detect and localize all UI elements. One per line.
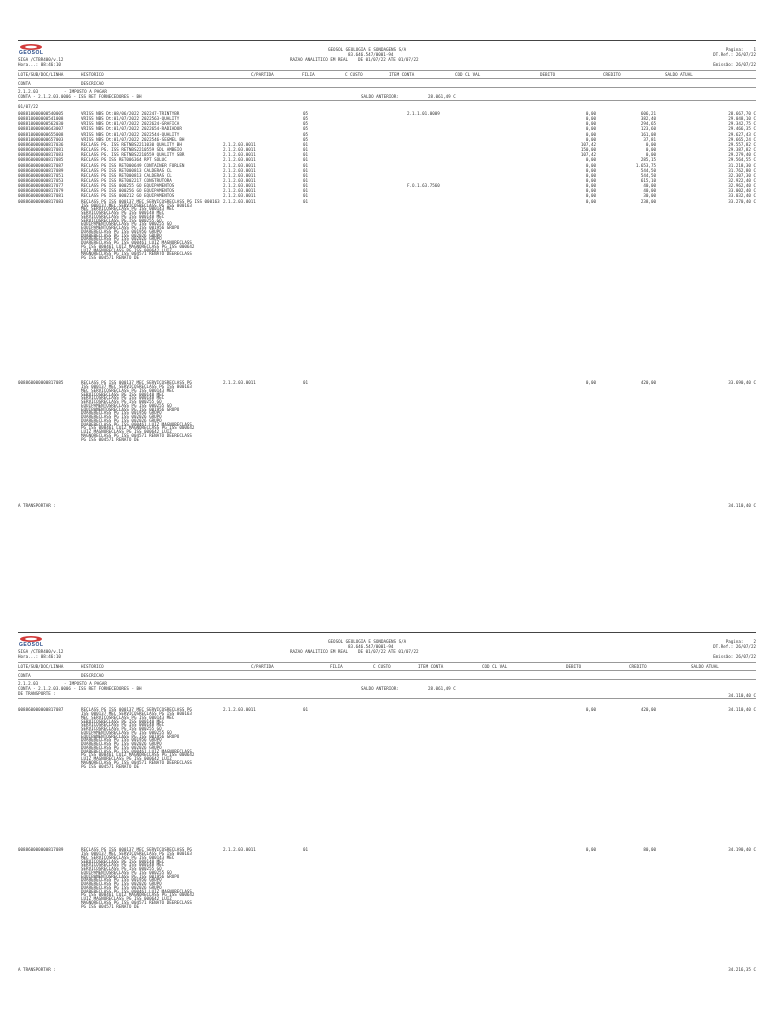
col-lote: LOTE/SUB/DOC/LINHA	[18, 72, 64, 77]
entry-debito: 0,00	[585, 847, 596, 852]
col-historico: HISTORICO	[81, 664, 104, 669]
history-line: EQUIPAMENTOSRECLASS PG ISS 001956 GRUPO	[81, 873, 180, 879]
cell-deb: 0,00	[585, 116, 596, 122]
history-line: LUIZ MAGNORECLASS PG ISS 000642 LUIZ	[81, 429, 172, 434]
cell-deb: 0,00	[585, 126, 596, 132]
cell-lote: 008860000000817077	[18, 183, 64, 189]
cell-hist: RECLASS PG ISS RET002217 CONSTRUTORA	[81, 177, 172, 183]
cell-cred: 40,00	[643, 183, 656, 189]
cell-lote: 008860000000817083	[18, 198, 64, 204]
cell-deb: 107,42	[580, 141, 596, 147]
cell-cp: 2.1.2.03.0011	[223, 147, 256, 153]
cell-deb: 0,00	[585, 177, 596, 183]
history-line: EQUIPAMENTOSRECLASS PG ISS 001956 GRUPO	[81, 406, 180, 412]
col-saldo: SALDO ATUAL	[665, 72, 693, 77]
history-line: SERVICOSRECLASS PG ISS 000255 GO	[81, 726, 162, 731]
history-line: PG ISS 004571 RENATO DE	[81, 255, 139, 261]
entry-saldo: 34.110,40 C	[728, 707, 756, 712]
cell-fil: 05	[303, 111, 309, 116]
history-line: LUIZ MAGNORECLASS PG ISS 000642 LUIZ	[81, 247, 172, 253]
cell-cp: 2.1.2.03.0011	[223, 157, 256, 163]
report-title: RAZAO ANALITICO EM REAL	[290, 57, 348, 62]
cell-fil: 01	[303, 147, 309, 153]
conta-label: CONTA	[18, 81, 31, 86]
cell-lote: 008810000000562030	[18, 121, 64, 127]
cell-cred: 0,00	[645, 147, 656, 153]
saldo-anterior-value: 28.061,49 C	[428, 94, 456, 99]
cell-lote: 008860000000817036	[18, 141, 64, 147]
cell-hist: RECLASS PG ISS 000256 GO EQUIPAMENTOS	[81, 188, 175, 194]
cell-fil: 01	[303, 193, 309, 199]
col-debito: DEBITO	[540, 72, 556, 77]
cell-saldo: 31.762,80 C	[728, 167, 756, 173]
saldo-anterior-label: SALDO ANTERIOR:	[361, 686, 399, 691]
cell-hist: RECLASS PG ISS RET000813 CALDERAS CL	[81, 167, 172, 173]
transport-value: 34.110,40 C	[728, 503, 756, 508]
entry-cpartida: 2.1.2.03.0011	[223, 707, 256, 712]
cell-saldo: 29.387,82 C	[728, 147, 756, 153]
cell-cp: 2.1.2.03.0011	[223, 183, 256, 189]
geosol-logo	[18, 43, 44, 55]
cell-lote: 008860000000817089	[18, 167, 64, 173]
cell-lote: 008860000000817081	[18, 147, 64, 153]
history-line: EQUIPAMENTOSRECLASS PG ISS 000255 GO	[81, 221, 172, 227]
cell-deb: 107,42	[580, 152, 596, 158]
company-cnpj: 83.646.547/0001-94	[348, 52, 394, 57]
cell-deb: 0,00	[585, 198, 596, 204]
history-line: SERVICOSRECLASS PG ISS 000148 MEC	[81, 858, 165, 864]
cell-cred: 0,00	[645, 141, 656, 147]
col-cpartida: C/PARTIDA	[251, 664, 274, 669]
cell-cred: 161,08	[640, 131, 656, 137]
history-line: MAGNORECLASS PG ISS 004571 RENATO DEERECLASS	[81, 432, 192, 438]
account-line: CONTA - 2.1.2.03.0006 - ISS RET FORNECEDORES - BH	[18, 94, 142, 99]
report-title: RAZAO ANALITICO EM REAL	[290, 649, 348, 654]
cell-deb: 0,00	[585, 121, 596, 127]
company-name: GEOSOL GEOLOGIA E SONDAGENS S/A	[328, 47, 407, 52]
history-line: ISS 000137 MEC SERVICOSRECLASS PG ISS 000163	[81, 202, 192, 208]
cell-hist: VRISS NBS Dt:01/07/2022 2022624-GRAFICA	[81, 121, 180, 127]
cell-saldo: 31.218,30 C	[728, 162, 756, 168]
cell-lote: 008860000000817081	[18, 193, 64, 199]
cell-lote: 008810000000540005	[18, 111, 64, 116]
cell-lote: 008860000000817087	[18, 162, 64, 168]
cell-saldo: 32.922,40 C	[728, 177, 756, 183]
entry-cpartida: 2.1.2.03.0011	[223, 847, 256, 852]
report-page-2	[18, 632, 756, 992]
dt-ref: DT.Ref.: 26/07/22	[713, 52, 756, 57]
cell-fil: 05	[303, 121, 309, 127]
cell-cp: 2.1.2.03.0011	[223, 193, 256, 199]
conta-rule	[18, 87, 756, 88]
cell-fil: 01	[303, 167, 309, 173]
cell-saldo: 29.665,24 C	[728, 136, 756, 142]
history-line: DUARERECLASS PG ISS 002026 GRUPO	[81, 232, 162, 238]
cell-saldo: 29.627,43 C	[728, 131, 756, 137]
cell-hist: RECLASS PG ISS 000137 MEC SERVICOSRECLASS PG ISS 000163	[81, 198, 220, 204]
header-rule	[18, 70, 756, 71]
col-saldo: SALDO ATUAL	[691, 664, 719, 669]
cell-cred: 1.653,75	[635, 162, 656, 168]
cell-cp: 2.1.2.03.0011	[223, 188, 256, 194]
cell-saldo: 29.466,35 C	[728, 126, 756, 132]
cell-lote: 008810000000541008	[18, 116, 64, 122]
de-transporte-value: 34.110,40 C	[728, 693, 756, 698]
history-line: DUARERECLASS PG ISS 000461 LUIZ MAGNORECLASS	[81, 421, 192, 427]
company-cnpj: 83.646.547/0001-94	[348, 644, 394, 649]
history-line: EQUIPAMENTOSRECLASS PG ISS 000255 GO	[81, 869, 172, 875]
history-line: SERVICOSRECLASS PG ISS 000255 GO	[81, 866, 162, 871]
history-line: SERVICOSRECLASS PG ISS 000148 MEC	[81, 722, 165, 728]
cell-fil: 01	[303, 172, 309, 178]
report-page-1	[18, 40, 756, 520]
cell-cred: 40,00	[643, 188, 656, 194]
history-line: DUARERECLASS PG ISS 002026 GRUPO	[81, 884, 162, 890]
logo-text: GEOSOL	[19, 50, 44, 56]
entry-filial: 01	[303, 707, 309, 712]
history-block	[81, 712, 194, 768]
history-block	[81, 385, 194, 441]
cell-fil: 01	[303, 188, 309, 194]
cell-deb: 0,00	[585, 111, 596, 116]
cell-cred: 615,10	[640, 177, 656, 183]
cell-cred: 606,21	[640, 111, 656, 116]
history-line: DUARERECLASS PG ISS 000461 LUIZ MAGNORECLASS	[81, 240, 192, 246]
history-block	[81, 852, 194, 908]
cell-cp: 2.1.2.03.0011	[223, 172, 256, 178]
history-line: MEC SERVICOSRECLASS PG ISS 000143 MEC	[81, 714, 175, 720]
report-period: DE 01/07/22 ATE 01/07/22	[358, 649, 419, 654]
history-line: SERVICOSRECLASS PG ISS 000255 GO	[81, 217, 162, 223]
cell-lote: 008810000000657003	[18, 136, 64, 142]
cell-cp: 2.1.2.03.0011	[223, 162, 256, 168]
cell-lote: 008860000000817053	[18, 177, 64, 183]
cell-saldo: 33.032,40 C	[728, 193, 756, 199]
transport-label: A TRANSPORTAR :	[18, 967, 56, 972]
company-name: GEOSOL GEOLOGIA E SONDAGENS S/A	[328, 639, 407, 644]
cell-deb: 0,00	[585, 157, 596, 163]
print-time: Hora...: 08:46:10	[18, 654, 61, 659]
report-period: DE 01/07/22 ATE 01/07/22	[358, 57, 419, 62]
cell-lote: 008860000000817051	[18, 172, 64, 178]
history-line: MEC SERVICOSRECLASS PG ISS 000143 MEC	[81, 206, 175, 212]
col-debito: DEBITO	[566, 664, 582, 669]
page-number: Pagina: 1	[725, 47, 756, 52]
history-line: EQUIPAMENTOSRECLASS PG ISS 000255 GO	[81, 402, 172, 408]
history-line: MAGNORECLASS PG ISS 004571 RENATO DEERECLASS	[81, 251, 192, 257]
cell-saldo: 33.270,40 C	[728, 198, 756, 204]
col-codcl: COD CL VAL	[455, 72, 481, 77]
dt-ref: DT.Ref.: 26/07/22	[713, 644, 756, 649]
cell-fil: 01	[303, 152, 309, 158]
history-line: LUIZ MAGNORECLASS PG ISS 000642 LUIZ	[81, 896, 172, 901]
history-line: SERVICOSRECLASS PG ISS 000148 MEC	[81, 391, 165, 397]
col-filial: FILIA	[330, 664, 343, 669]
history-line: DUARERECLASS PG ISS 000461 LUIZ MAGNORECLASS	[81, 748, 192, 754]
history-line: PG ISS 000461 LUIZ MAGNORECLASS PG ISS 000642	[81, 752, 195, 758]
history-line: DUARERECLASS PG ISS 000461 LUIZ MAGNORECLASS	[81, 888, 192, 894]
col-item: ITEM CONTA	[389, 72, 415, 77]
history-line: PG ISS 004571 RENATO DE	[81, 903, 139, 909]
cell-deb: 0,00	[585, 188, 596, 194]
history-line: MAGNORECLASS PG ISS 004571 RENATO DEERECLASS	[81, 759, 192, 765]
cell-hist: VRISS NBS Dt:01/07/2022 2022544-QUALITY	[81, 131, 180, 137]
col-credito: CREDITO	[603, 72, 621, 77]
history-line: DUARERECLASS PG ISS 002026 GRUPO	[81, 417, 162, 423]
top-rule	[18, 40, 756, 41]
cell-hist: RECLASS PG. ISS RETNBS2210559 SDL AMBEIO	[81, 147, 182, 153]
col-cpartida: C/PARTIDA	[251, 72, 274, 77]
cell-fil: 01	[303, 198, 309, 204]
cell-saldo: 32.307,30 C	[728, 172, 756, 178]
conta-rule	[18, 679, 756, 680]
col-historico: HISTORICO	[81, 72, 104, 77]
cell-deb: 0,00	[585, 193, 596, 199]
entry-credito: 420,00	[640, 380, 656, 385]
top-rule	[18, 632, 756, 633]
history-line: DUARERECLASS PG ISS 002026 GRUPO	[81, 414, 162, 419]
entry-historico: RECLASS PG ISS 000137 MEC SERVICOSRECLASS PG	[81, 707, 192, 712]
columns-rule	[18, 78, 756, 79]
history-line: SERVICOSRECLASS PG ISS 000148 MEC	[81, 213, 165, 219]
cell-hist: VRISS NBS Dt:01/07/2022 2022563-QUALITY	[81, 116, 180, 122]
history-line: EQUIPAMENTOSRECLASS PG ISS 001956 GRUPO	[81, 733, 180, 739]
cell-cred: 382,40	[640, 116, 656, 122]
cell-cp: 2.1.2.03.0011	[223, 167, 256, 173]
cell-fil: 01	[303, 157, 309, 163]
history-line: ISS 000137 MEC SERVICOSRECLASS PG ISS 000163	[81, 384, 192, 389]
col-ccusto: C CUSTO	[373, 664, 391, 669]
cell-hist: RECLASS PG. ISS RETNBS2211030 QUALITY BH	[81, 141, 182, 147]
cell-saldo: 32.962,40 C	[728, 183, 756, 189]
emission-date: Emissão: 26/07/22	[713, 62, 756, 67]
col-ccusto: C CUSTO	[345, 72, 363, 77]
cell-saldo: 33.002,40 C	[728, 188, 756, 194]
conta-label: CONTA	[18, 673, 31, 678]
cell-cp: 2.1.2.03.0011	[223, 198, 256, 204]
cell-cred: 544,50	[640, 172, 656, 178]
cell-deb: 0,00	[585, 172, 596, 178]
history-line: DUARERECLASS PG ISS 001956 GRUPO	[81, 737, 162, 743]
cell-cred: 238,00	[640, 198, 656, 204]
cell-hist: RECLASS PG ISS 000212 GO EQUIPAMENTOS	[81, 193, 175, 199]
entry-filial: 01	[303, 380, 309, 385]
cell-hist: RECLASS PG ISS RET000813 CALDERAS CL	[81, 172, 172, 178]
history-line: EQUIPAMENTOSRECLASS PG ISS 000255 GO	[81, 729, 172, 735]
cell-hist: RECLASS PG. ISS RETNBS2210559 QUALITY SBR	[81, 152, 185, 158]
saldo-anterior-value: 28.061,49 C	[428, 686, 456, 691]
cell-saldo: 28.667,70 C	[728, 111, 756, 116]
entry-credito: 420,00	[640, 707, 656, 712]
cell-deb: 150,00	[580, 147, 596, 153]
history-line: LUIZ MAGNORECLASS PG ISS 000642 LUIZ	[81, 756, 172, 761]
history-line: DUARERECLASS PG ISS 001956 GRUPO	[81, 410, 162, 416]
history-line: DUARERECLASS PG ISS 002026 GRUPO	[81, 236, 162, 242]
descricao-label: DESCRICAO	[81, 673, 104, 678]
entry-debito: 0,00	[585, 380, 596, 385]
cell-cred: 285,15	[640, 157, 656, 163]
account-rule	[18, 698, 756, 699]
history-line: PG ISS 004571 RENATO DE	[81, 763, 139, 769]
geosol-logo	[18, 635, 44, 647]
saldo-anterior-label: SALDO ANTERIOR:	[361, 94, 399, 99]
history-line: SERVICOSRECLASS PG ISS 000148 MEC	[81, 862, 165, 868]
history-line: PG ISS 000461 LUIZ MAGNORECLASS PG ISS 000642	[81, 425, 195, 431]
cell-fil: 05	[303, 126, 309, 132]
cell-deb: 0,00	[585, 136, 596, 142]
system-id: SIGA /CTBR400/v.12	[18, 57, 64, 62]
account-rule	[18, 100, 756, 101]
entry-historico: RECLASS PG ISS 000137 MEC SERVICOSRECLASS PG	[81, 847, 192, 852]
account-desc: - IMPOSTO A PAGAR	[64, 681, 107, 686]
cell-deb: 0,00	[585, 162, 596, 168]
account-desc: - IMPOSTO A PAGAR	[64, 89, 107, 94]
col-codcl: COD CL VAL	[482, 664, 508, 669]
cell-fil: 05	[303, 136, 309, 142]
history-block	[81, 204, 194, 260]
cell-hist: VRISS NBS Dt:01/07/2022 2022546-SEGMEL BH	[81, 136, 185, 142]
col-filial: FILIA	[302, 72, 315, 77]
history-line: MEC SERVICOSRECLASS PG ISS 000143 MEC	[81, 854, 175, 860]
entry-date: 01/07/22	[18, 104, 39, 109]
cell-fil: 01	[303, 141, 309, 147]
cell-fil: 05	[303, 116, 309, 122]
cell-cp: 2.1.2.03.0011	[223, 177, 256, 183]
cell-cp: 2.1.2.03.0011	[223, 141, 256, 147]
cell-fil: 05	[303, 131, 309, 137]
cell-fil: 01	[303, 177, 309, 183]
history-line: PG ISS 000461 LUIZ MAGNORECLASS PG ISS 000642	[81, 243, 195, 249]
cell-saldo: 29.048,10 C	[728, 116, 756, 122]
cell-cred: 294,65	[640, 121, 656, 127]
entry-debito: 0,00	[585, 707, 596, 712]
entry-credito: 80,00	[643, 847, 656, 852]
cell-cred: 0,00	[645, 152, 656, 158]
entry-lote: 008860000000817085	[18, 380, 64, 385]
history-line: SERVICOSRECLASS PG ISS 000148 MEC	[81, 718, 165, 724]
history-line: DUARERECLASS PG ISS 002026 GRUPO	[81, 881, 162, 886]
entry-lote: 008860000000817087	[18, 707, 64, 712]
history-line: SERVICOSRECLASS PG ISS 000255 GO	[81, 399, 162, 404]
cell-hist: RECLASS PG ISS 000255 GO EQUIPAMENTOS	[81, 183, 175, 189]
print-time: Hora...: 08:46:10	[18, 62, 61, 67]
col-lote: LOTE/SUB/DOC/LINHA	[18, 664, 64, 669]
cell-hist: VRISS NBS Dt:01/07/2022 2022654-RADIADOR	[81, 126, 182, 132]
history-line: ISS 000137 MEC SERVICOSRECLASS PG ISS 000163	[81, 711, 192, 716]
entry-filial: 01	[303, 847, 309, 852]
cell-saldo: 29.342,75 C	[728, 121, 756, 127]
cell-item: 2.1.1.01.0009	[407, 111, 440, 116]
cell-deb: 0,00	[585, 131, 596, 137]
account-line: CONTA - 2.1.2.03.0006 - ISS RET FORNECEDORES - BH	[18, 686, 142, 691]
cell-cp: 2.1.2.03.0011	[223, 152, 256, 158]
history-line: PG ISS 004571 RENATO DE	[81, 436, 139, 442]
cell-deb: 0,00	[585, 183, 596, 189]
entry-historico: RECLASS PG ISS 000137 MEC SERVICOSRECLASS PG	[81, 380, 192, 385]
cell-saldo: 29.557,82 C	[728, 141, 756, 147]
cell-fil: 01	[303, 162, 309, 168]
history-line: EQUIPAMENTOSRECLASS PG ISS 001956 GRUPO	[81, 225, 180, 231]
cell-cred: 37,81	[643, 136, 656, 142]
de-transporte-label: DE TRANSPORTE :	[18, 691, 56, 696]
page-number: Pagina: 2	[725, 639, 756, 644]
cell-saldo: 29.279,40 C	[728, 152, 756, 158]
cell-saldo: 29.564,55 C	[728, 157, 756, 163]
cell-hist: VRISS NBS Dt:08/06/2022 202247-TRINTYBR	[81, 111, 180, 116]
entry-saldo: 33.690,40 C	[728, 380, 756, 385]
history-line: MEC SERVICOSRECLASS PG ISS 000143 MEC	[81, 387, 175, 393]
transport-label: A TRANSPORTAR :	[18, 503, 56, 508]
history-line: DUARERECLASS PG ISS 001956 GRUPO	[81, 228, 162, 234]
emission-date: Emissão: 26/07/22	[713, 654, 756, 659]
cell-cred: 123,60	[640, 126, 656, 132]
history-line: DUARERECLASS PG ISS 002026 GRUPO	[81, 741, 162, 746]
history-line: PG ISS 000461 LUIZ MAGNORECLASS PG ISS 000642	[81, 892, 195, 898]
cell-hist: RECLASS PG ISS RET000649 CONTAINER FORLEN	[81, 162, 185, 168]
cell-lote: 008810000000643007	[18, 126, 64, 132]
cell-lote: 008810000000655008	[18, 131, 64, 137]
account-code: 2.1.2.03	[18, 681, 39, 686]
history-line: SERVICOSRECLASS PG ISS 000148 MEC	[81, 395, 165, 401]
account-code: 2.1.2.03	[18, 89, 39, 94]
col-credito: CREDITO	[629, 664, 647, 669]
entry-saldo: 34.190,40 C	[728, 847, 756, 852]
header-rule	[18, 662, 756, 663]
cell-lote: 008860000000817085	[18, 157, 64, 163]
entry-lote: 008860000000817089	[18, 847, 64, 852]
col-item: ITEM CONTA	[418, 664, 444, 669]
transport-value: 34.216,35 C	[728, 967, 756, 972]
cell-cred: 30,00	[643, 193, 656, 199]
history-line: SERVICOSRECLASS PG ISS 000148 MEC	[81, 210, 165, 216]
cell-item: F.O.1.63.7560	[407, 183, 440, 189]
system-id: SIGA /CTBR400/v.12	[18, 649, 64, 654]
cell-fil: 01	[303, 183, 309, 189]
cell-deb: 0,00	[585, 167, 596, 173]
history-line: DUARERECLASS PG ISS 002026 GRUPO	[81, 744, 162, 750]
descricao-label: DESCRICAO	[81, 81, 104, 86]
entry-cpartida: 2.1.2.03.0011	[223, 380, 256, 385]
history-line: MAGNORECLASS PG ISS 004571 RENATO DEERECLASS	[81, 899, 192, 905]
history-line: ISS 000137 MEC SERVICOSRECLASS PG ISS 000163	[81, 851, 192, 856]
cell-hist: RECLASS PG ISS RET006364 RPT SOLUC	[81, 157, 167, 163]
cell-lote: 008860000000817079	[18, 188, 64, 194]
cell-lote: 008860000000817083	[18, 152, 64, 158]
columns-rule	[18, 670, 756, 671]
logo-text: GEOSOL	[19, 642, 44, 648]
history-line: DUARERECLASS PG ISS 001956 GRUPO	[81, 877, 162, 883]
cell-cred: 544,50	[640, 167, 656, 173]
